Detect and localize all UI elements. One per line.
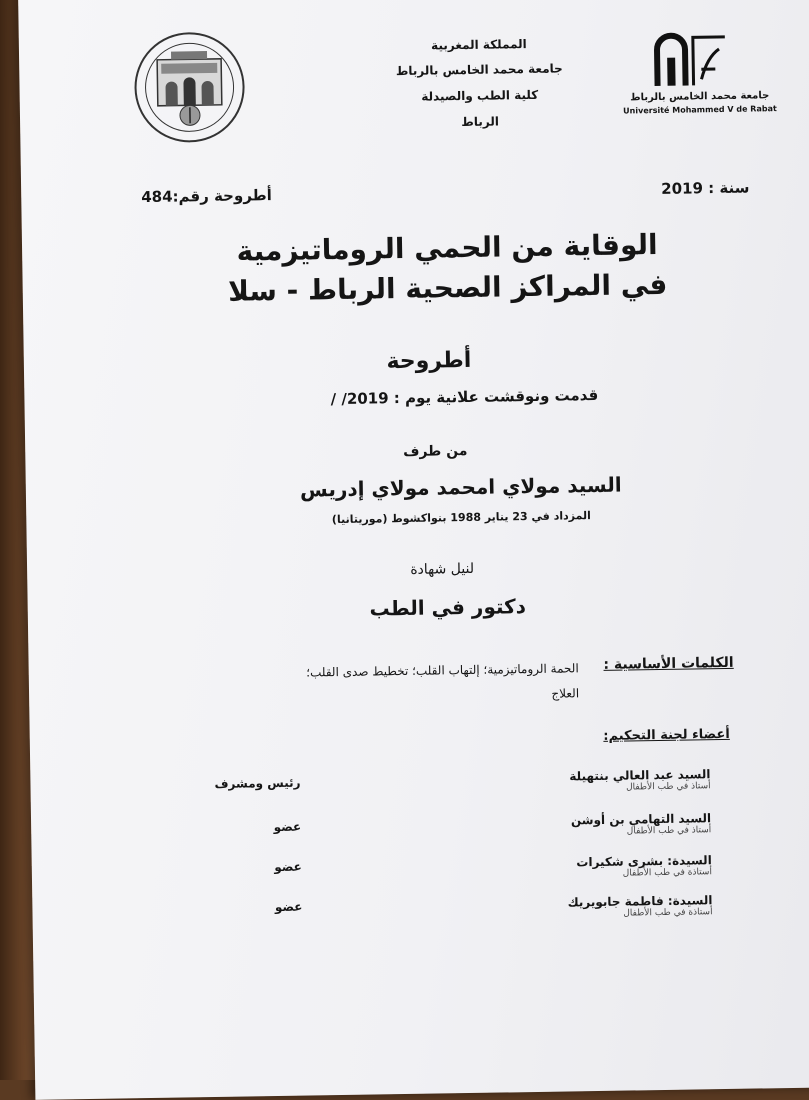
jury-member-title: أستاذة في طب الأطفال [483, 907, 713, 921]
jury-member-title: أستاذة في طب الأطفال [482, 867, 712, 881]
university-logo-french: Université Mohammed V de Rabat [620, 104, 780, 116]
jury-member-role: رئيس ومشرف [200, 776, 300, 792]
jury-heading: أعضاء لجنة التحكيم: [570, 727, 730, 745]
author-birth: المزداد في 23 يناير 1988 بنواكشوط (موريتانيا) [316, 509, 606, 527]
author-name: السيد مولاي امحمد مولاي إدريس [296, 473, 626, 502]
defense-line [294, 385, 634, 408]
jury-member-role: عضو [241, 820, 301, 835]
jury-member-role: عضو [242, 860, 302, 875]
thesis-number-label: أطروحة رقم: [172, 186, 272, 206]
university-logo-icon [649, 29, 730, 90]
by-label: من طرف [380, 443, 490, 461]
jury-member [481, 811, 711, 839]
jury-member-title: أستاذ في طب الأطفال [481, 781, 711, 795]
jury-member [482, 893, 712, 921]
jury-member-role: عضو [242, 900, 302, 915]
jury-member [480, 767, 710, 795]
defense-text: قدمت ونوقشت علانية يوم : [394, 386, 599, 407]
defense-date: / /2019 [331, 389, 389, 408]
thesis-heading: أطروحة [354, 347, 504, 374]
jury-member-title: أستاذ في طب الأطفال [481, 825, 711, 839]
jury-member [482, 853, 712, 881]
thesis-cover-page [18, 0, 809, 1100]
thesis-number-value: 484 [141, 188, 173, 206]
thesis-number [141, 186, 272, 206]
degree-name: دكتور في الطب [338, 594, 558, 621]
university-logo-arabic: جامعة محمد الخامس بالرباط [630, 90, 770, 103]
header-kingdom: المملكة المغربية [369, 36, 589, 53]
jury-member-name: السيد التهامي بن أوشن [481, 811, 711, 829]
keywords-label: الكلمات الأساسية : [584, 655, 734, 673]
degree-label: لنيل شهادة [387, 561, 497, 579]
jury-member-name: السيدة: بشرى شكيرات [482, 853, 712, 871]
year [661, 179, 749, 198]
header-university: جامعة محمد الخامس بالرباط [369, 61, 589, 78]
keywords-line2: العلاج [429, 686, 579, 702]
year-value: 2019 [661, 179, 703, 198]
thesis-title-line2: في المراكز الصحية الرباط - سلا [167, 264, 728, 313]
jury-member-name: السيد عبد العالي بنتهيلة [480, 767, 710, 785]
year-label: سنة : [708, 179, 749, 198]
header-city: الرباط [370, 113, 590, 130]
header-faculty: كلية الطب والصيدلة [370, 87, 590, 104]
thesis-title-line1: الوقاية من الحمي الروماتيزمية [167, 224, 728, 273]
faculty-seal-logo [131, 28, 249, 146]
keywords-line1: الحمة الروماتيزمية؛ إلتهاب القلب؛ تخطيط صدى القلب؛ [229, 661, 579, 680]
jury-member-name: السيدة: فاطمة جابويريك [482, 893, 712, 911]
